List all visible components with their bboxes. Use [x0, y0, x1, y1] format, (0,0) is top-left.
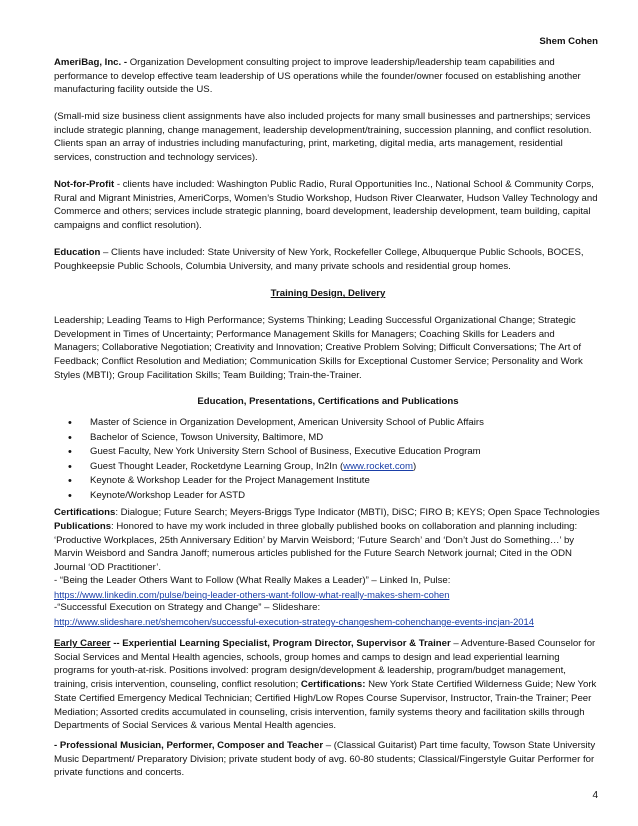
ameribag-paragraph: [54, 56, 602, 97]
musician-text: – (Classical Guitarist) Part time faculty, Towson State University Music Department/ Preparatory Division; private student body of avg. 60-80 students; Classical/Fingerstyle Guitar Performer for private functions and concerts.: [54, 740, 596, 779]
list-item: • Bachelor of Science, Towson University, Baltimore, MD: [54, 431, 602, 446]
musician-label: - Professional Musician, Performer, Composer and Teacher: [54, 740, 324, 751]
slideshare-line: -“Successful Execution on Strategy and Change” – Slideshare:: [54, 602, 321, 613]
list-item: • Master of Science in Organization Development, American University School of Public Affairs: [54, 416, 602, 431]
publications-label: Publications: [54, 521, 112, 532]
page-number: 4: [592, 790, 598, 801]
rocket-link[interactable]: www.rocket.com: [343, 460, 414, 472]
nonprofit-label: Not-for-Profit: [54, 179, 115, 190]
header-name: Shem Cohen: [539, 36, 598, 47]
small-business-paragraph: (Small-mid size business client assignments have also included projects for many small businesses and partnerships; services include strategic planning, change management, leadership development/training, succession planning, and conflict resolution. Clients span an array of industries including manufacturing, print, marketing, digital media, arts management, residential services, construction and technology services).: [54, 111, 592, 164]
education-section-heading: Education, Presentations, Certifications and Publications: [197, 396, 459, 407]
linkedin-link[interactable]: https://www.linkedin.com/pulse/being-leader-others-want-follow-what-really-makes-shem-cohen: [54, 589, 450, 600]
certifications-text: : Dialogue; Future Search; Meyers-Briggs Type Indicator (MBTI), DiSC; FIRO B; KEYS; Open Space Technologies: [115, 507, 600, 518]
linkedin-line: - “Being the Leader Others Want to Follow (What Really Makes a Leader)” – Linked In, Pulse:: [54, 575, 451, 586]
training-paragraph: Leadership; Leading Teams to High Performance; Systems Thinking; Leading Successful Organizational Change; Strategic Development in Times of Uncertainty; Performance Management Skills for Managers; Coaching Skills for Leaders and Managers; Collaborative Negotiation; Creativity and Innovation; Creative Problem Solving; Difficult Conversations; The Art of Feedback; Conflict Resolution and Mediation; Communication Skills for Exceptional Customer Service; Personality and Work Styles (MBTI); Group Facilitation Skills; Team Building; Train-the-Trainer.: [54, 315, 583, 381]
education-text: – Clients have included: State University of New York, Rockefeller College, Albuquerque Public Schools, BOCES, Poughkeepsie Public Schools, Columbia University, and many private schools and residential group homes.: [54, 247, 584, 272]
training-heading: Training Design, Delivery: [270, 288, 386, 299]
ameribag-text: Organization Development consulting project to improve leadership/leadership team capabilities and performance to develop effective team leadership of US operations while the founder/owner focused on establishing another manufacturing facility outside the US.: [54, 57, 581, 96]
certifications-label: Certifications: [54, 507, 116, 518]
early-career-paragraph: Early Career -- Experiential Learning Specialist, Program Director, Supervisor & Trainer – Adventure-Based Counselor for Social Services and Mental Health agencies, schools, group homes and camps to design and lead experiential learning programs for youth-at-risk. Positions involved: program design/development & leadership, program/budget management, training, crisis intervention, counseling, conflict resolution; Certifications: New York State Certified Wilderness Guide; New York State Certified Emergency Medical Technician; Certified High/Low Ropes Course Supervisor, Instructor, Train-the Trainer; Peer Mediation; Assorted credits accumulated in counseling, crisis intervention, family systems theory and facilitation skills through Departments of Social Services & various Mental Health agencies.: [54, 638, 597, 732]
list-item: • Guest Thought Leader, Rocketdyne Learning Group, In2In (www.rocket.com): [54, 460, 602, 475]
early-career-label: Early Career: [54, 638, 111, 649]
education-paragraph: [54, 246, 602, 273]
nonprofit-text: - clients have included: Washington Public Radio, Rural Opportunities Inc., National School & Community Corps, Rural and Migrant Ministries, AmeriCorps, Women’s Studio Workshop, Hudson River Clearwater, Hudson Valley Technology and Commerce and others; services include strategic planning, board development, leadership development, team building, capital campaigns and conflict resolution).: [54, 179, 598, 232]
musician-paragraph: [54, 739, 602, 780]
list-item: • Keynote/Workshop Leader for ASTD: [54, 489, 602, 504]
slideshare-link[interactable]: http://www.slideshare.net/shemcohen/successful-execution-strategy-changeshem-cohenchange-events-incjan-2014: [54, 616, 534, 627]
publications-paragraph: [54, 520, 602, 575]
education-list: [54, 416, 602, 504]
certifications-line: [54, 506, 602, 520]
list-item: • Keynote & Workshop Leader for the Project Management Institute: [54, 474, 602, 489]
publications-text: : Honored to have my work included in three globally published books on collaboration and planning including: ‘Productive Workplaces, 25th Anniversary Edition’ by Marvin Weisbord; ‘Future Search’ and ‘Don’t Just do Something…’ by Marvin Weisbord and Sandra Janoff; numerous articles published for the Future Search Network journal; Cited in the ODN Journal ‘OD Practitioner’.: [54, 521, 578, 574]
ameribag-label: AmeriBag, Inc. -: [54, 57, 128, 68]
list-item: • Guest Faculty, New York University Stern School of Business, Executive Education Program: [54, 445, 602, 460]
education-label: Education: [54, 247, 101, 258]
nonprofit-paragraph: [54, 178, 602, 233]
early-career-certs-label: Certifications:: [300, 679, 366, 691]
early-career-title: -- Experiential Learning Specialist, Program Director, Supervisor & Trainer: [110, 638, 451, 649]
